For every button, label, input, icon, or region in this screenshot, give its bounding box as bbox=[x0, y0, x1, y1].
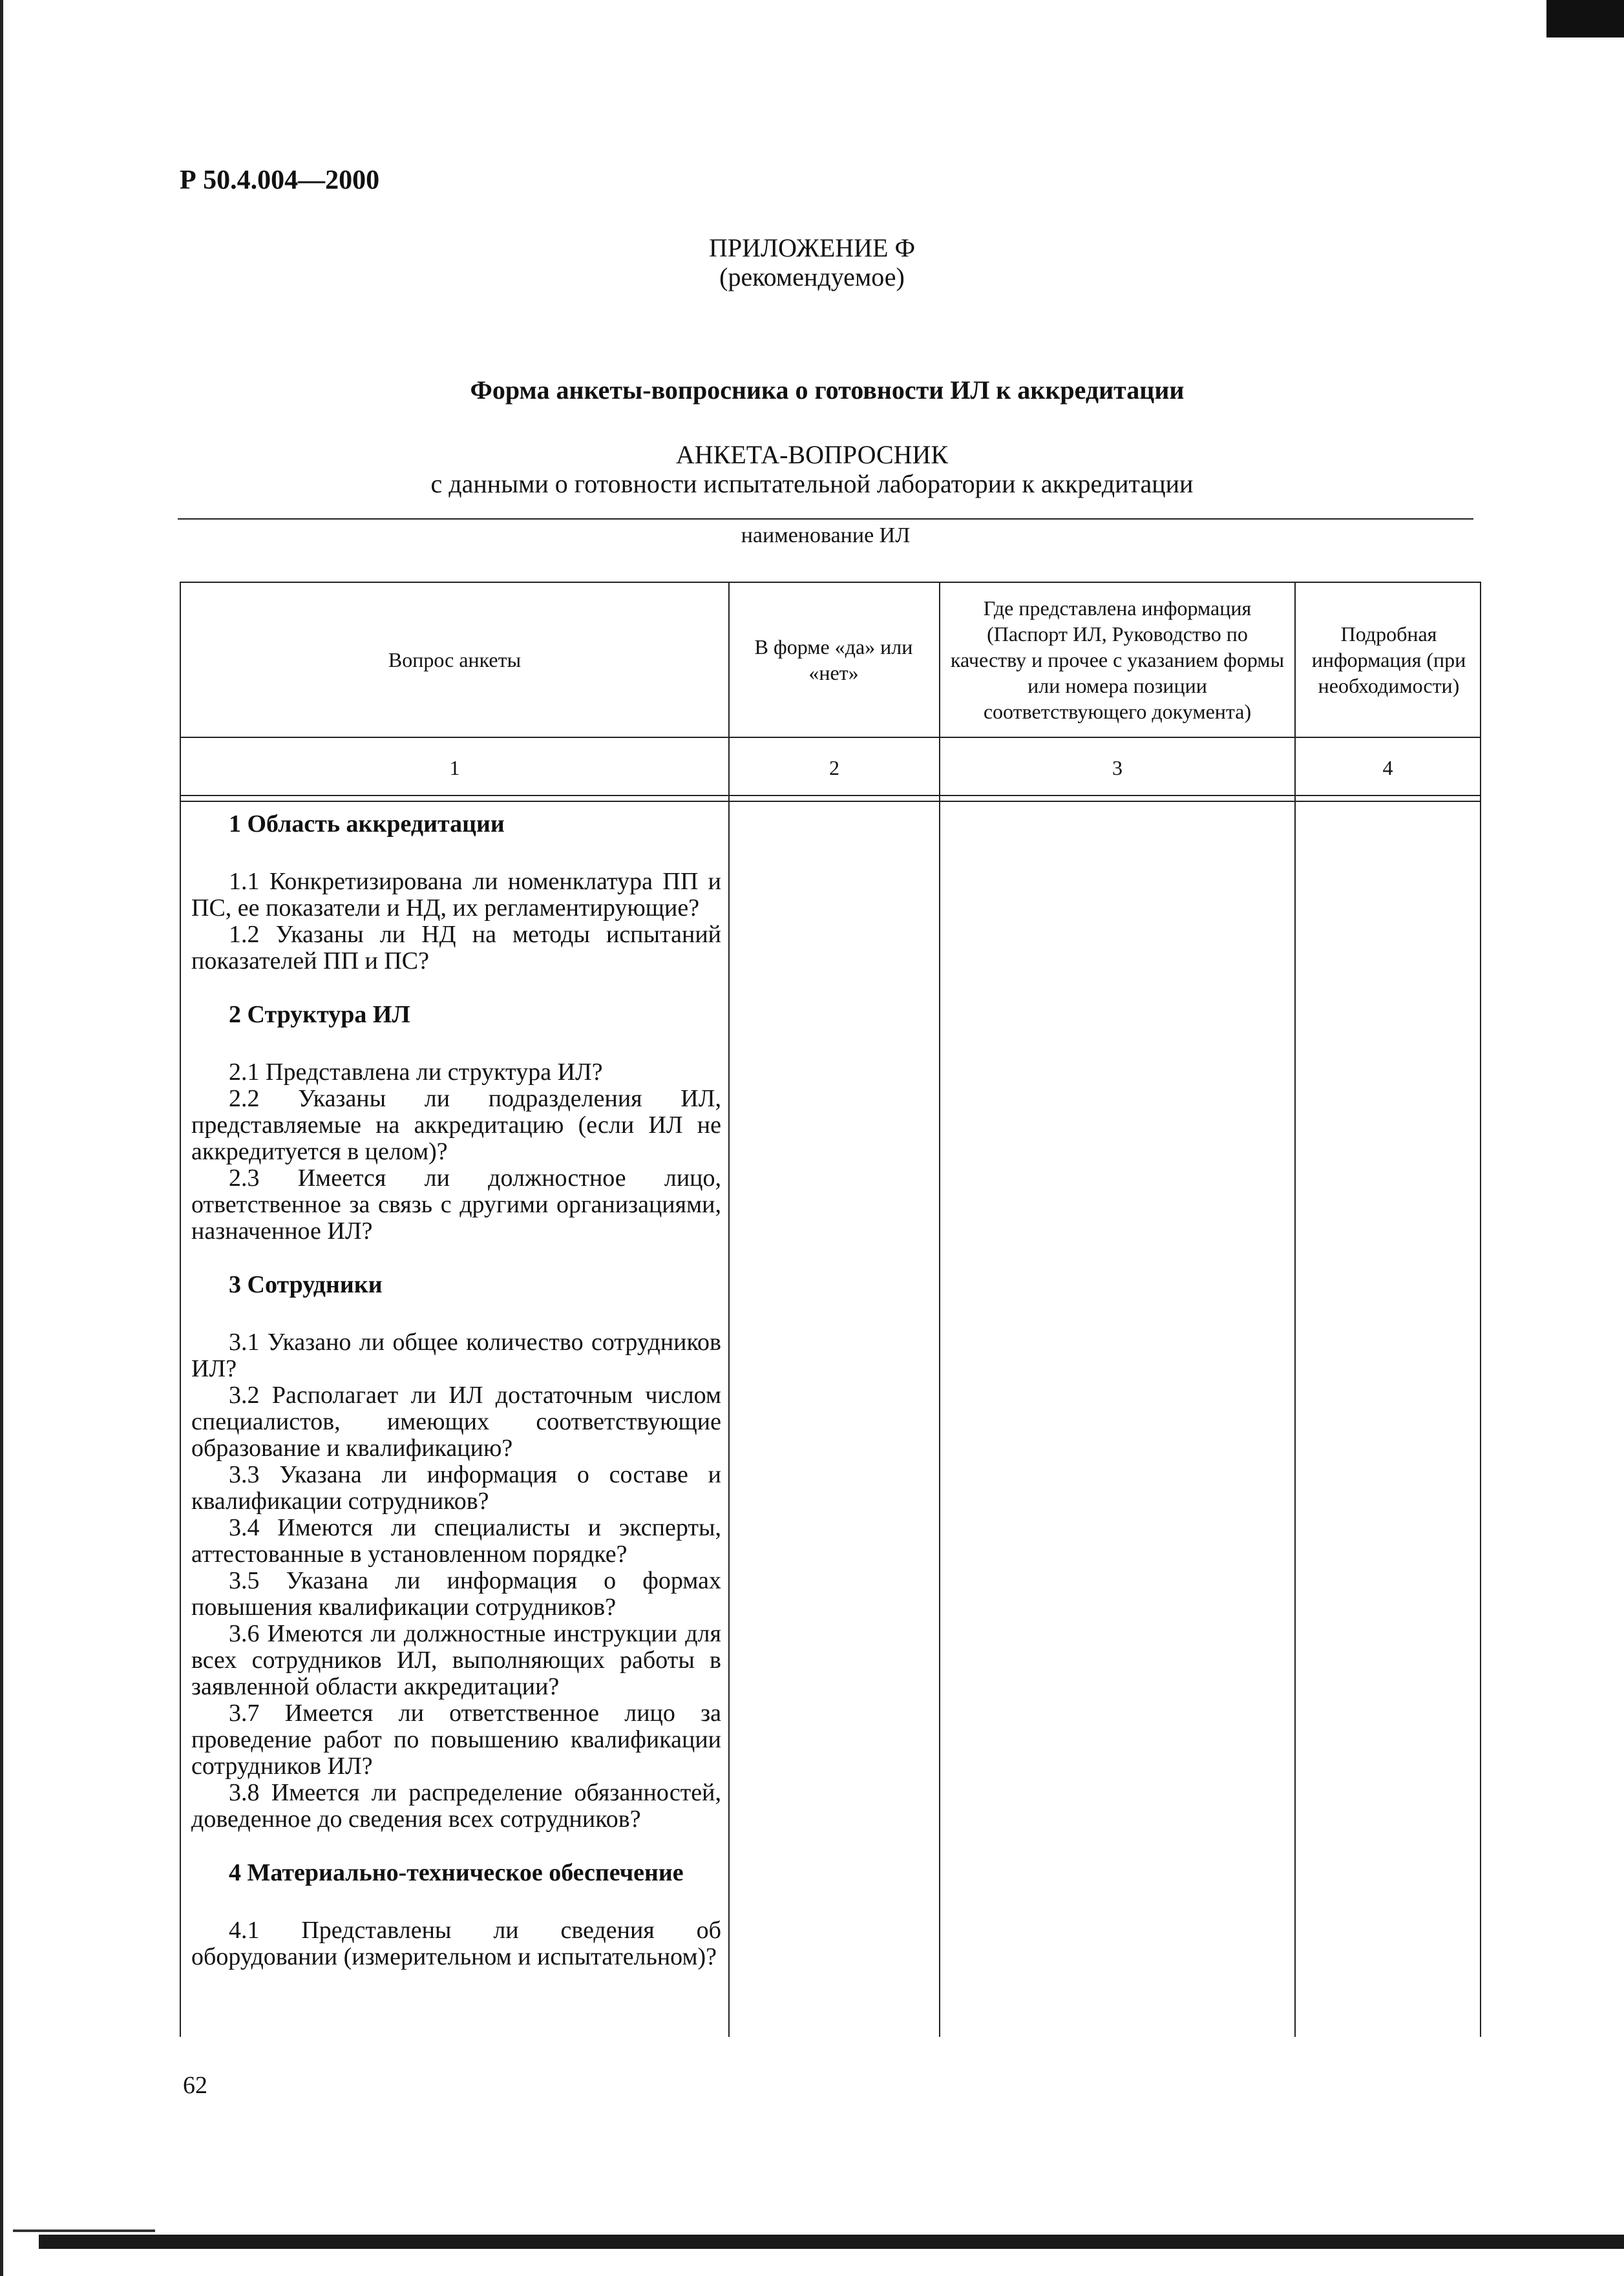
table-right-border bbox=[1480, 582, 1481, 2037]
column-header-details: Подробная информация (при необходимости) bbox=[1311, 622, 1466, 697]
lab-name-line bbox=[178, 518, 1473, 520]
col-divider-2 bbox=[939, 582, 940, 2037]
scan-corner-mark bbox=[1546, 0, 1624, 37]
col-divider-1 bbox=[728, 582, 730, 2037]
question-item: 3.1 Указано ли общее количество сотрудников ИЛ? bbox=[191, 1329, 721, 1382]
question-item: 2.1 Представлена ли структура ИЛ? bbox=[229, 1059, 603, 1086]
question-item: 3.7 Имеется ли ответственное лицо за проведение работ по повышению квалификации сотрудников ИЛ? bbox=[191, 1700, 721, 1780]
question-item: 3.4 Имеются ли специалисты и эксперты, аттестованные в установленном порядке? bbox=[191, 1514, 721, 1568]
number-row-divider bbox=[180, 795, 1480, 796]
appendix-type: (рекомендуемое) bbox=[719, 262, 905, 291]
section-title: 3 Сотрудники bbox=[229, 1271, 383, 1298]
question-item: 3.3 Указана ли информация о составе и квалификации сотрудников? bbox=[191, 1461, 721, 1515]
question-item: 3.2 Располагает ли ИЛ достаточным числом специалистов, имеющих соответствующие образование и квалификацию? bbox=[191, 1382, 721, 1462]
form-title: Форма анкеты-вопросника о готовности ИЛ к аккредитации bbox=[470, 375, 1185, 405]
table-left-border bbox=[180, 582, 181, 2037]
col-divider-3 bbox=[1294, 582, 1296, 2037]
appendix-title: ПРИЛОЖЕНИЕ Ф bbox=[708, 233, 916, 262]
section-title: 2 Структура ИЛ bbox=[229, 1001, 410, 1028]
column-header-yes-no: В форме «да» или «нет» bbox=[754, 635, 913, 684]
question-item: 3.5 Указана ли информация о формах повышения квалификации сотрудников? bbox=[191, 1567, 721, 1621]
question-item: 1.2 Указаны ли НД на методы испытаний показателей ПП и ПС? bbox=[191, 921, 721, 975]
scan-bottom-bar bbox=[39, 2235, 1624, 2249]
questionnaire-title: АНКЕТА-ВОПРОСНИК bbox=[675, 440, 949, 469]
scan-bottom-mark bbox=[13, 2229, 155, 2232]
scan-edge-left bbox=[0, 0, 3, 2276]
column-number-3: 3 bbox=[1112, 756, 1123, 779]
questionnaire-subtitle: с данными о готовности испытательной лаборатории к аккредитации bbox=[430, 469, 1194, 498]
section-title: 1 Область аккредитации bbox=[229, 810, 505, 838]
page-number: 62 bbox=[183, 2072, 207, 2099]
column-number-2: 2 bbox=[829, 756, 839, 779]
section-title: 4 Материально-техническое обеспечение bbox=[229, 1859, 684, 1886]
questions-column bbox=[191, 811, 721, 1970]
column-number-4: 4 bbox=[1382, 756, 1393, 779]
number-row-divider-double bbox=[180, 801, 1480, 802]
lab-name-caption: наименование ИЛ bbox=[741, 523, 911, 547]
column-number-1: 1 bbox=[449, 756, 460, 779]
column-header-source: Где представлена информация (Паспорт ИЛ, Руководство по качеству и прочее с указанием формы или номера позиции соответствующего документа) bbox=[950, 596, 1285, 723]
document-code: Р 50.4.004—2000 bbox=[180, 165, 380, 195]
question-item: 3.6 Имеются ли должностные инструкции для всех сотрудников ИЛ, выполняющих работы в заявленной области аккредитации? bbox=[191, 1620, 721, 1700]
question-item: 1.1 Конкретизирована ли номенклатура ПП и ПС, ее показатели и НД, их регламентирующие? bbox=[191, 868, 721, 922]
header-divider bbox=[180, 737, 1480, 738]
question-item: 2.2 Указаны ли подразделения ИЛ, представляемые на аккредитацию (если ИЛ не аккредитуется в целом)? bbox=[191, 1085, 721, 1165]
question-item: 2.3 Имеется ли должностное лицо, ответственное за связь с другими организациями, назначенное ИЛ? bbox=[191, 1164, 721, 1245]
column-header-question: Вопрос анкеты bbox=[388, 648, 522, 671]
question-item: 4.1 Представлены ли сведения об оборудовании (измерительном и испытательном)? bbox=[191, 1917, 721, 1970]
question-item: 3.8 Имеется ли распределение обязанностей, доведенное до сведения всех сотрудников? bbox=[191, 1779, 721, 1833]
